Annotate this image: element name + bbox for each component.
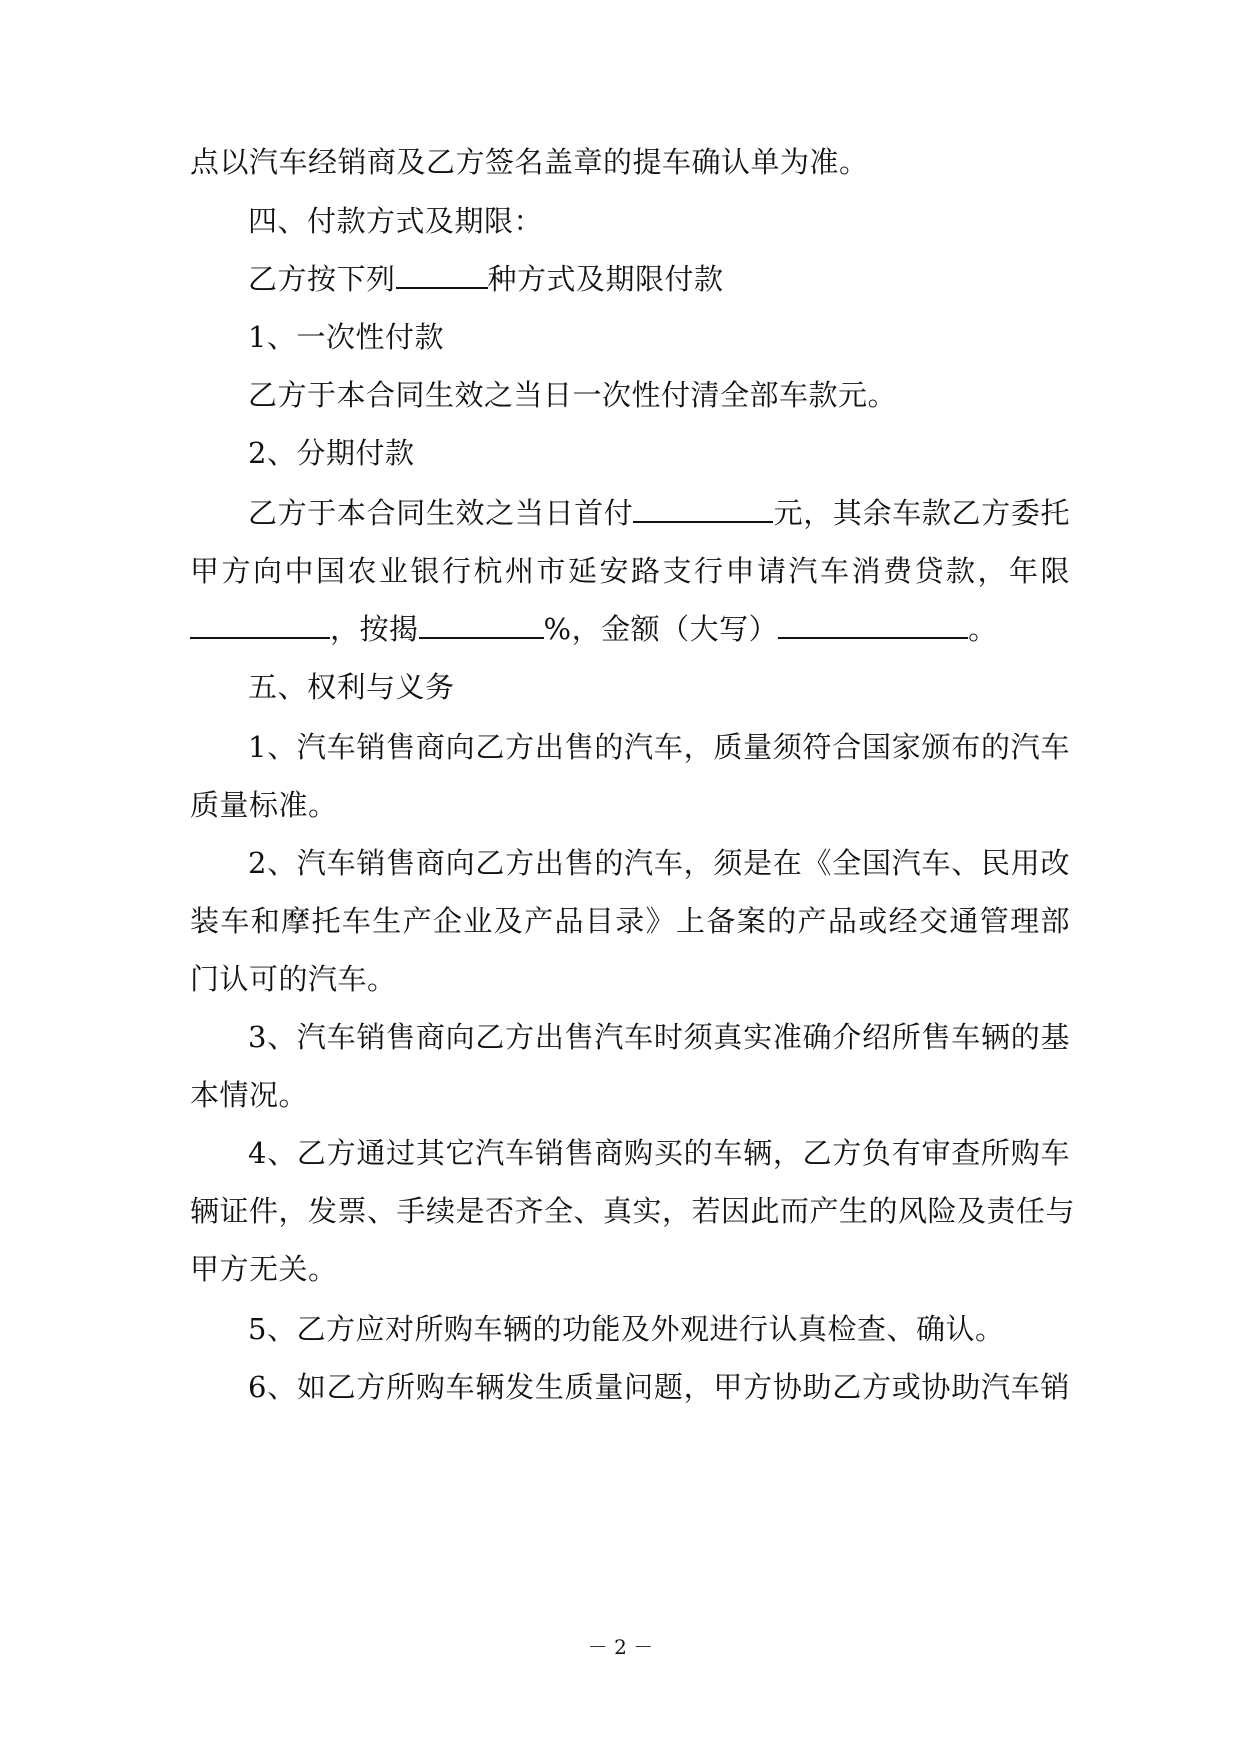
text-run: 乙方按下列	[248, 262, 396, 296]
text-run: 元，其余车款乙方委托	[773, 496, 1070, 530]
page-number: － 2 －	[587, 1635, 654, 1659]
text-run: 装车和摩托车生产企业及产品目录》上备案的产品或经交通管理部	[190, 904, 1070, 938]
fill-in-blank	[778, 609, 968, 639]
text-run: 质量标准。	[190, 788, 338, 822]
text-run: 门认可的汽车。	[190, 962, 397, 996]
paragraph-line	[248, 1367, 1070, 1407]
paragraph-line	[190, 785, 1070, 825]
paragraph-line	[248, 1309, 1070, 1349]
paragraph-line	[248, 259, 1070, 299]
paragraph-line	[190, 959, 1070, 999]
paragraph-line	[248, 727, 1070, 767]
text-run: 1、一次性付款	[248, 320, 444, 354]
text-run: 1、汽车销售商向乙方出售的汽车，质量须符合国家颁布的汽车	[248, 730, 1070, 764]
text-run: 5、乙方应对所购车辆的功能及外观进行认真检查、确认。	[248, 1312, 1005, 1346]
list-item	[248, 317, 1070, 357]
fill-in-blank	[633, 493, 773, 523]
paragraph-line	[190, 142, 1070, 182]
list-item	[248, 433, 1070, 473]
text-run: 6、如乙方所购车辆发生质量问题，甲方协助乙方或协助汽车销	[248, 1370, 1070, 1404]
paragraph-line	[190, 1075, 1070, 1115]
paragraph-line	[190, 901, 1070, 941]
paragraph-line	[190, 609, 1070, 649]
fill-in-blank	[190, 609, 330, 639]
text-run: 五、权利与义务	[248, 670, 455, 704]
text-run: 2、汽车销售商向乙方出售的汽车，须是在《全国汽车、民用改	[248, 846, 1070, 880]
text-run: 点以汽车经销商及乙方签名盖章的提车确认单为准。	[190, 145, 869, 179]
section-heading	[248, 201, 1070, 241]
paragraph-line	[248, 1017, 1070, 1057]
text-run: 辆证件，发票、手续是否齐全、真实，若因此而产生的风险及责任与	[190, 1194, 1076, 1228]
text-run: 本情况。	[190, 1078, 309, 1112]
section-heading	[248, 667, 1070, 707]
text-run: 甲方无关。	[190, 1252, 338, 1286]
paragraph-line	[190, 551, 1070, 591]
text-run: 种方式及期限付款	[487, 262, 724, 296]
paragraph-line	[190, 1191, 1076, 1231]
text-run: 乙方于本合同生效之当日首付	[248, 496, 634, 530]
paragraph-line	[248, 843, 1070, 883]
text-run: %，金额（大写）	[543, 612, 779, 646]
text-run: 4、乙方通过其它汽车销售商购买的车辆，乙方负有审查所购车	[248, 1136, 1070, 1170]
text-run: 乙方于本合同生效之当日一次性付清全部车款元。	[248, 378, 898, 412]
paragraph-line	[190, 1249, 1070, 1289]
text-run: ，按揭	[330, 612, 419, 646]
text-run: 3、汽车销售商向乙方出售汽车时须真实准确介绍所售车辆的基	[248, 1020, 1070, 1054]
text-run: 。	[968, 612, 998, 646]
paragraph-line	[248, 375, 1070, 415]
text-run: 甲方向中国农业银行杭州市延安路支行申请汽车消费贷款，年限	[190, 554, 1070, 588]
paragraph-line	[248, 493, 1070, 533]
paragraph-line	[248, 1133, 1070, 1173]
fill-in-blank	[419, 609, 544, 639]
text-run: 2、分期付款	[248, 436, 415, 470]
fill-in-blank	[396, 259, 488, 289]
text-run: 四、付款方式及期限：	[248, 204, 544, 238]
